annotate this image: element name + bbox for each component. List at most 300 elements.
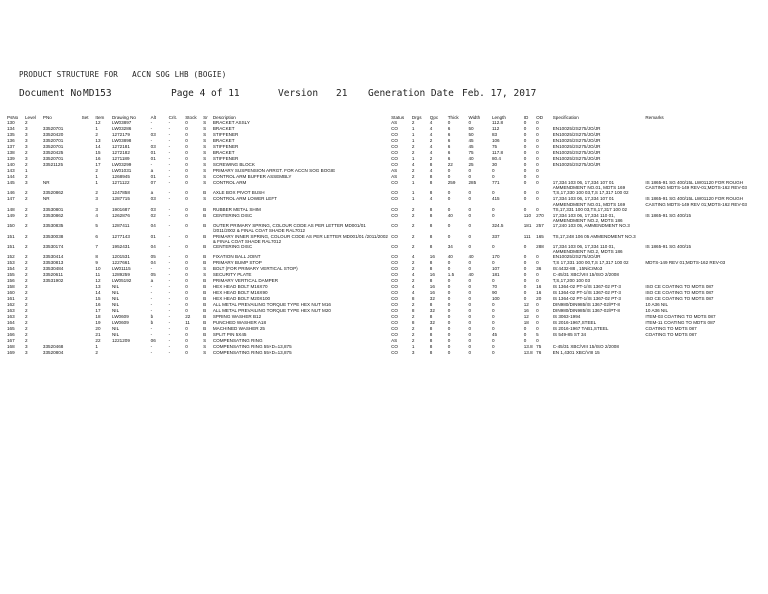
table-cell: CO xyxy=(391,350,398,356)
table-cell: - xyxy=(150,138,153,143)
table-cell: 33530862 xyxy=(42,212,64,218)
table-cell: 137 xyxy=(7,144,15,149)
table-cell: 16 xyxy=(429,254,435,260)
table-cell: S xyxy=(203,150,207,155)
table-cell: 2 xyxy=(411,212,415,218)
table-cell: 0 xyxy=(536,126,539,131)
table-cell: S xyxy=(203,338,207,344)
table-cell: - xyxy=(150,290,153,296)
table-cell: EN10025/2S275/JO/JR xyxy=(552,162,601,167)
table-cell: 2 xyxy=(429,138,433,143)
column-header: ID xyxy=(523,114,529,120)
table-cell: 3 xyxy=(24,350,28,356)
table-cell: 13.8 xyxy=(523,344,533,350)
table-cell: 0 xyxy=(491,244,495,250)
table-cell: 0 xyxy=(536,272,539,278)
table-cell: S xyxy=(203,344,207,350)
table-cell: - xyxy=(168,260,171,266)
table-cell: CONTROL ARM BUFFER ASSEMBLY xyxy=(212,174,292,179)
table-cell: CO xyxy=(391,233,398,239)
table-cell: 771 xyxy=(491,180,500,185)
table-cell: 0 xyxy=(491,314,495,320)
column-header: Length xyxy=(491,114,506,120)
table-cell: 0 xyxy=(185,296,188,302)
table-cell: 40 xyxy=(447,212,453,218)
table-cell: 0 xyxy=(536,120,539,125)
table-cell: 1287715 xyxy=(111,196,130,202)
table-cell: LW05192 xyxy=(111,278,132,284)
table-cell: 03 xyxy=(150,132,156,137)
table-cell: - xyxy=(150,332,153,338)
table-cell: - xyxy=(168,223,171,229)
table-cell: 0 xyxy=(491,344,495,350)
table-cell: 0 xyxy=(185,284,188,290)
table-cell: 181 xyxy=(491,272,500,278)
table-cell: 1 xyxy=(411,138,415,143)
table-cell: B xyxy=(203,326,207,332)
table-cell: 45 xyxy=(468,144,474,149)
table-cell: 0 xyxy=(523,278,527,284)
table-cell: 8 xyxy=(429,266,433,272)
table-cell: LW0609 xyxy=(111,314,129,320)
table-cell: 2 xyxy=(411,326,415,332)
table-cell: 0 xyxy=(468,344,472,350)
table-cell: CO xyxy=(391,150,398,155)
table-cell: 117.8 xyxy=(491,150,504,155)
table-cell: SPLIT PIN 5X45 xyxy=(212,332,247,338)
table-cell: S xyxy=(203,350,207,356)
table-cell: 257 xyxy=(536,223,544,229)
table-row xyxy=(6,213,762,223)
table-cell: 145 xyxy=(7,180,15,185)
table-cell: 50 xyxy=(468,132,474,137)
table-cell: 0 xyxy=(468,332,472,338)
table-cell: B xyxy=(203,296,207,302)
table-cell: CONTROL ARM LOWER LEFT xyxy=(212,196,277,202)
table-cell: STIFFENER xyxy=(212,156,239,161)
table-cell: 33520804 xyxy=(42,350,64,356)
table-cell: 3 xyxy=(24,144,28,149)
table-cell: 33520701 xyxy=(42,144,64,149)
table-cell: S xyxy=(203,174,207,179)
table-cell: 140 xyxy=(7,162,15,167)
table-cell: 0 xyxy=(185,212,188,218)
table-cell: 1 xyxy=(411,126,415,131)
table-cell: 415 xyxy=(491,196,500,202)
table-cell: S xyxy=(203,138,207,143)
table-cell: 17,334 103 06, 17,334 107 01 AMMENDMENT NO.01, MDTS 169 xyxy=(552,180,626,191)
table-cell: 13 xyxy=(95,138,101,143)
table-cell: 8 xyxy=(429,326,433,332)
table-cell: 0 xyxy=(185,338,188,344)
table-cell: T,S,17,200 100 03 xyxy=(552,278,591,284)
table-cell: 285 xyxy=(468,180,477,185)
table-cell: 0 xyxy=(491,212,495,218)
table-cell: 0 xyxy=(468,190,472,196)
table-cell: 4 xyxy=(411,254,415,260)
table-cell: NIL xyxy=(111,290,120,296)
table-cell: 0 xyxy=(468,266,472,272)
table-cell: 2 xyxy=(24,254,28,260)
table-cell: 9 xyxy=(95,260,98,266)
table-cell: 0 xyxy=(185,138,188,143)
table-cell: 1227661 xyxy=(111,260,130,266)
table-cell: 2 xyxy=(411,120,415,125)
table-cell: S xyxy=(203,120,207,125)
table-cell: 170 xyxy=(491,254,500,260)
table-cell: 16 xyxy=(95,302,101,308)
table-cell: 01 xyxy=(150,174,156,179)
table-cell: S xyxy=(203,272,207,278)
table-cell: BOLT (FOR PRIMARY VERTICAL STOP) xyxy=(212,266,298,272)
table-cell: 12 xyxy=(95,278,101,284)
table-cell: 0 xyxy=(536,302,539,308)
table-cell: 8 xyxy=(429,338,433,344)
table-cell: 0 xyxy=(447,344,451,350)
table-cell: 6 xyxy=(447,144,451,149)
table-cell: 32 xyxy=(429,308,435,314)
table-cell: - xyxy=(150,284,153,290)
table-cell: 04 xyxy=(150,260,156,266)
table-cell: LW03898 xyxy=(111,138,132,143)
table-cell: 169 xyxy=(7,350,15,356)
table-cell: 135 xyxy=(7,132,15,137)
table-cell: 3 xyxy=(95,206,98,212)
table-cell: 0 xyxy=(491,326,495,332)
table-cell: CO xyxy=(391,314,398,320)
table-cell: B xyxy=(203,212,207,218)
table-cell: - xyxy=(168,326,171,332)
table-cell: 0 xyxy=(536,190,539,196)
table-cell: - xyxy=(168,254,171,260)
table-cell: T,S,17,330 100 03,T,S 17,317 100 02 xyxy=(552,190,629,196)
table-cell: 03 xyxy=(150,206,156,212)
table-cell: 160 xyxy=(7,290,15,296)
table-cell: 8 xyxy=(429,180,433,185)
table-cell: - xyxy=(168,244,171,250)
table-cell: - xyxy=(168,162,171,167)
table-cell: 01 xyxy=(150,156,156,161)
table-cell: - xyxy=(168,120,171,125)
table-cell: 107 xyxy=(491,266,500,272)
table-cell: 3 xyxy=(411,350,415,356)
table-cell: 151 xyxy=(7,244,15,250)
table-cell: 2 xyxy=(411,174,415,179)
table-cell: 1271189 xyxy=(111,156,130,161)
table-cell: - xyxy=(150,266,153,272)
table-cell: 155 xyxy=(7,272,15,278)
table-cell: LW01115 xyxy=(111,266,131,272)
table-cell: PRIMARY SUSPENSION ARRGT. FOR ACCN SOG BOGIE xyxy=(212,168,336,173)
table-cell: 33530835 xyxy=(42,223,64,229)
table-cell: 75 xyxy=(491,144,498,149)
table-cell: 8 xyxy=(429,314,433,320)
table-cell: 05 xyxy=(150,254,156,260)
table-cell: C-45/31 XBC/VIII 15/ISO 2/2008 xyxy=(552,344,619,350)
table-cell: 0 xyxy=(185,168,188,173)
table-cell: - xyxy=(168,190,171,196)
table-cell: 0 xyxy=(523,244,527,250)
table-cell: 0 xyxy=(185,254,188,260)
table-cell: - xyxy=(168,332,171,338)
table-cell: 2 xyxy=(24,174,28,179)
column-header: PNo xyxy=(42,114,52,120)
table-cell: 40 xyxy=(468,272,474,278)
table-cell: 0 xyxy=(468,223,472,229)
table-cell: 16 xyxy=(536,290,542,296)
table-cell: 1289259 xyxy=(111,272,130,278)
table-cell: 12 xyxy=(523,302,529,308)
table-cell: 6 xyxy=(447,126,451,131)
table-cell: COATING TO MDTS 087 xyxy=(645,332,697,338)
table-cell: T,S 17,331 100 00,T,S 17,317 100 02 xyxy=(552,260,629,266)
table-cell: 33520420 xyxy=(42,132,64,137)
table-cell: 33520862 xyxy=(42,190,64,196)
table-cell: CO xyxy=(391,244,398,250)
column-header: Status xyxy=(391,114,405,120)
table-cell: NIL xyxy=(111,302,120,308)
table-cell: 0 xyxy=(185,180,188,185)
table-cell: 0 xyxy=(185,132,188,137)
table-cell xyxy=(81,180,95,190)
table-cell: IS 1865-91 SG 400/15 xyxy=(645,212,692,218)
table-cell: CENTERING DISC xyxy=(212,244,253,250)
table-cell: 163 xyxy=(7,308,15,314)
table-cell: PUNCHED WASHER A18 xyxy=(212,320,267,326)
table-cell: 110 xyxy=(523,212,532,218)
table-cell: AXLE BOX PIVOT BUSH xyxy=(212,190,265,196)
column-header: Drawing No xyxy=(111,114,136,120)
table-cell: 36 xyxy=(536,266,542,272)
table-cell: 33530801 xyxy=(42,206,64,212)
column-header: OD xyxy=(536,114,544,120)
table-cell: IS 1364-02 PT-1/IS 1367-02 PT-3 xyxy=(552,296,621,302)
table-cell: 288 xyxy=(536,244,544,250)
table-cell: - xyxy=(168,272,171,278)
table-cell: 22 xyxy=(185,314,191,320)
table-cell: 166 xyxy=(7,332,15,338)
table-cell: 1 xyxy=(95,180,98,185)
table-cell: HEX HEAD BOLT M16X70 xyxy=(212,284,268,290)
table-cell: S xyxy=(203,180,207,185)
table-cell: CO xyxy=(391,212,398,218)
table-cell: 0 xyxy=(468,206,472,212)
table-cell: B xyxy=(203,308,207,314)
table-cell: SPRING WASHER B12 xyxy=(212,314,262,320)
table-cell: 8 xyxy=(429,206,433,212)
table-cell: 0 xyxy=(523,156,527,161)
table-cell: 130 xyxy=(7,120,15,125)
table-cell: COMPENSATING RING 55×D=13,875 xyxy=(212,344,292,350)
table-row xyxy=(6,234,762,244)
table-cell xyxy=(644,234,762,244)
table-cell: 8 xyxy=(429,244,433,250)
table-cell: IS 1865-91 SG 400/15 xyxy=(645,244,692,250)
table-cell: 2 xyxy=(24,162,28,167)
table-cell: CO xyxy=(391,344,398,350)
table-cell: 2 xyxy=(411,244,415,250)
table-cell: 1 xyxy=(411,190,415,196)
table-cell: LW03286 xyxy=(111,126,132,131)
table-cell: CO xyxy=(391,320,398,326)
table-cell: 0 xyxy=(185,332,188,338)
table-cell: 33520701 xyxy=(42,126,64,131)
table-cell xyxy=(81,213,95,223)
table-cell: 75 xyxy=(536,344,542,350)
table-cell: CO xyxy=(391,278,398,284)
table-cell: 1 xyxy=(411,344,415,350)
column-header: Specification xyxy=(552,114,579,120)
table-cell: 156 xyxy=(7,278,15,284)
table-cell: 8 xyxy=(429,233,433,239)
table-cell: 2 xyxy=(24,190,28,196)
table-cell: 11 xyxy=(185,320,190,326)
table-cell: 0 xyxy=(491,320,495,326)
table-cell: 10 A36 NIL xyxy=(645,302,669,308)
table-cell: 2 xyxy=(24,332,28,338)
table-cell: 8 xyxy=(429,350,433,356)
table-cell: 0 xyxy=(447,326,451,332)
table-cell: 2 xyxy=(429,156,433,161)
table-cell: B xyxy=(203,233,207,239)
table-cell: 33530813 xyxy=(42,260,64,266)
table-cell: 0 xyxy=(536,320,539,326)
table-cell: 3 xyxy=(24,344,28,350)
table-cell: b xyxy=(150,320,154,326)
table-cell: S xyxy=(203,132,207,137)
table-cell: FIXATION BALL JOINT xyxy=(212,254,261,260)
table-body xyxy=(6,120,762,356)
table-cell: 2 xyxy=(24,120,28,125)
table-cell: 16 xyxy=(536,284,542,290)
table-cell: 75 xyxy=(468,150,474,155)
table-cell: 17,240 103 05, AMMENDMENT NO.3 xyxy=(552,223,630,229)
table-cell: - xyxy=(168,150,171,155)
table-cell: IS 549-85 ST 34 xyxy=(552,332,587,338)
table-cell: 16 xyxy=(429,272,435,278)
table-cell: 0 xyxy=(185,144,188,149)
table-cell: B xyxy=(203,290,207,296)
table-cell: 0 xyxy=(491,350,495,356)
table-cell: 33530038 xyxy=(42,233,64,239)
table-cell: 0 xyxy=(523,206,527,212)
table-cell: 0 xyxy=(447,332,451,338)
table-cell: 17,334 103 06, 17,334 110 01, AMMENDMENT NO.2, MDTS 186 xyxy=(552,244,623,255)
table-cell: 150 xyxy=(7,223,15,229)
table-cell: 111 xyxy=(523,233,531,239)
table-cell: 17,334 103 06, 17,334 110 01, AMMENDMENT NO.2, MDTS 186 xyxy=(552,212,623,224)
table-cell: EN 1,4301 XBC/VIII 15 xyxy=(552,350,600,356)
table-cell: - xyxy=(168,233,171,239)
table-cell: 05 xyxy=(150,272,156,278)
table-cell: PRIMARY VERTICAL DAMPER xyxy=(212,278,279,284)
table-cell: 4 xyxy=(429,132,433,137)
table-cell: 0 xyxy=(523,150,527,155)
table-cell: 22 xyxy=(95,338,101,344)
table-cell: - xyxy=(168,180,171,185)
table-cell: 2 xyxy=(411,150,415,155)
table-cell: EN10025/2S275/JO/JR xyxy=(552,150,601,155)
table-cell xyxy=(111,350,150,356)
table-cell: CO xyxy=(391,284,398,290)
table-cell: 0 xyxy=(536,278,539,284)
table-cell: AS xyxy=(391,174,398,179)
table-cell: 0 xyxy=(185,272,188,278)
table-cell: 4 xyxy=(429,168,433,173)
table-cell: 2 xyxy=(24,284,28,290)
table-cell: 6 xyxy=(95,233,98,239)
table-cell: 2 xyxy=(24,308,28,314)
table-cell: 0 xyxy=(185,308,188,314)
table-cell: 10 A36 NIL xyxy=(645,308,669,314)
table-cell: 0 xyxy=(185,126,188,131)
table-cell: 2 xyxy=(24,212,28,218)
table-cell: 0 xyxy=(468,284,472,290)
table-cell: 165 xyxy=(7,326,15,332)
table-cell: 1268945 xyxy=(111,174,130,179)
table-cell: 8 xyxy=(429,344,433,350)
table-cell: - xyxy=(150,126,153,131)
table-cell: 8 xyxy=(411,296,415,302)
table-cell: a xyxy=(150,278,154,284)
table-cell: CO xyxy=(391,196,398,202)
table-cell: 10 xyxy=(95,266,101,272)
table-cell: 0 xyxy=(523,144,527,149)
table-cell: 1201531 xyxy=(111,254,130,260)
table-cell: 0 xyxy=(447,302,451,308)
table-cell: 1272179 xyxy=(111,132,130,137)
table-cell: 33530484 xyxy=(42,266,64,272)
table-cell: 0 xyxy=(536,162,539,167)
table-cell: 139 xyxy=(7,156,15,161)
table-cell: - xyxy=(150,162,153,167)
table-cell: a xyxy=(150,168,154,173)
table-cell: 0 xyxy=(468,296,472,302)
table-cell: 0 xyxy=(468,174,472,179)
table-cell: 2 xyxy=(411,233,415,239)
table-cell: 4 xyxy=(429,126,433,131)
table-cell: 0 xyxy=(523,132,527,137)
table-cell: 2 xyxy=(24,244,28,250)
table-cell: 0 xyxy=(185,233,188,239)
table-cell: 138 xyxy=(7,150,15,155)
table-cell: S xyxy=(203,162,207,167)
table-cell: 2 xyxy=(24,260,28,266)
table-cell: AS xyxy=(391,120,398,125)
table-cell: 8 xyxy=(411,308,415,314)
column-header: Stock xyxy=(185,114,197,120)
table-cell: 0 xyxy=(491,302,495,308)
table-cell: 2 xyxy=(411,266,415,272)
table-cell xyxy=(81,223,95,233)
table-cell: 0 xyxy=(185,260,188,266)
table-cell: 0 xyxy=(447,120,451,125)
table-cell: 0 xyxy=(536,168,539,173)
table-cell: NR xyxy=(42,180,50,185)
table-cell: 1221209 xyxy=(111,338,130,344)
table-cell: 21 xyxy=(95,332,101,338)
table-cell: 2 xyxy=(411,168,415,173)
table-cell: 15 xyxy=(95,150,101,155)
table-cell: 112 xyxy=(491,126,500,131)
table-cell: 2 xyxy=(24,320,28,326)
table-cell: 0 xyxy=(523,168,527,173)
table-cell: 1.5 xyxy=(447,272,455,278)
table-cell: 11 xyxy=(95,272,101,278)
table-cell: - xyxy=(150,120,153,125)
table-cell: STIFFENER xyxy=(212,144,239,149)
table-cell: 0 xyxy=(185,223,188,229)
